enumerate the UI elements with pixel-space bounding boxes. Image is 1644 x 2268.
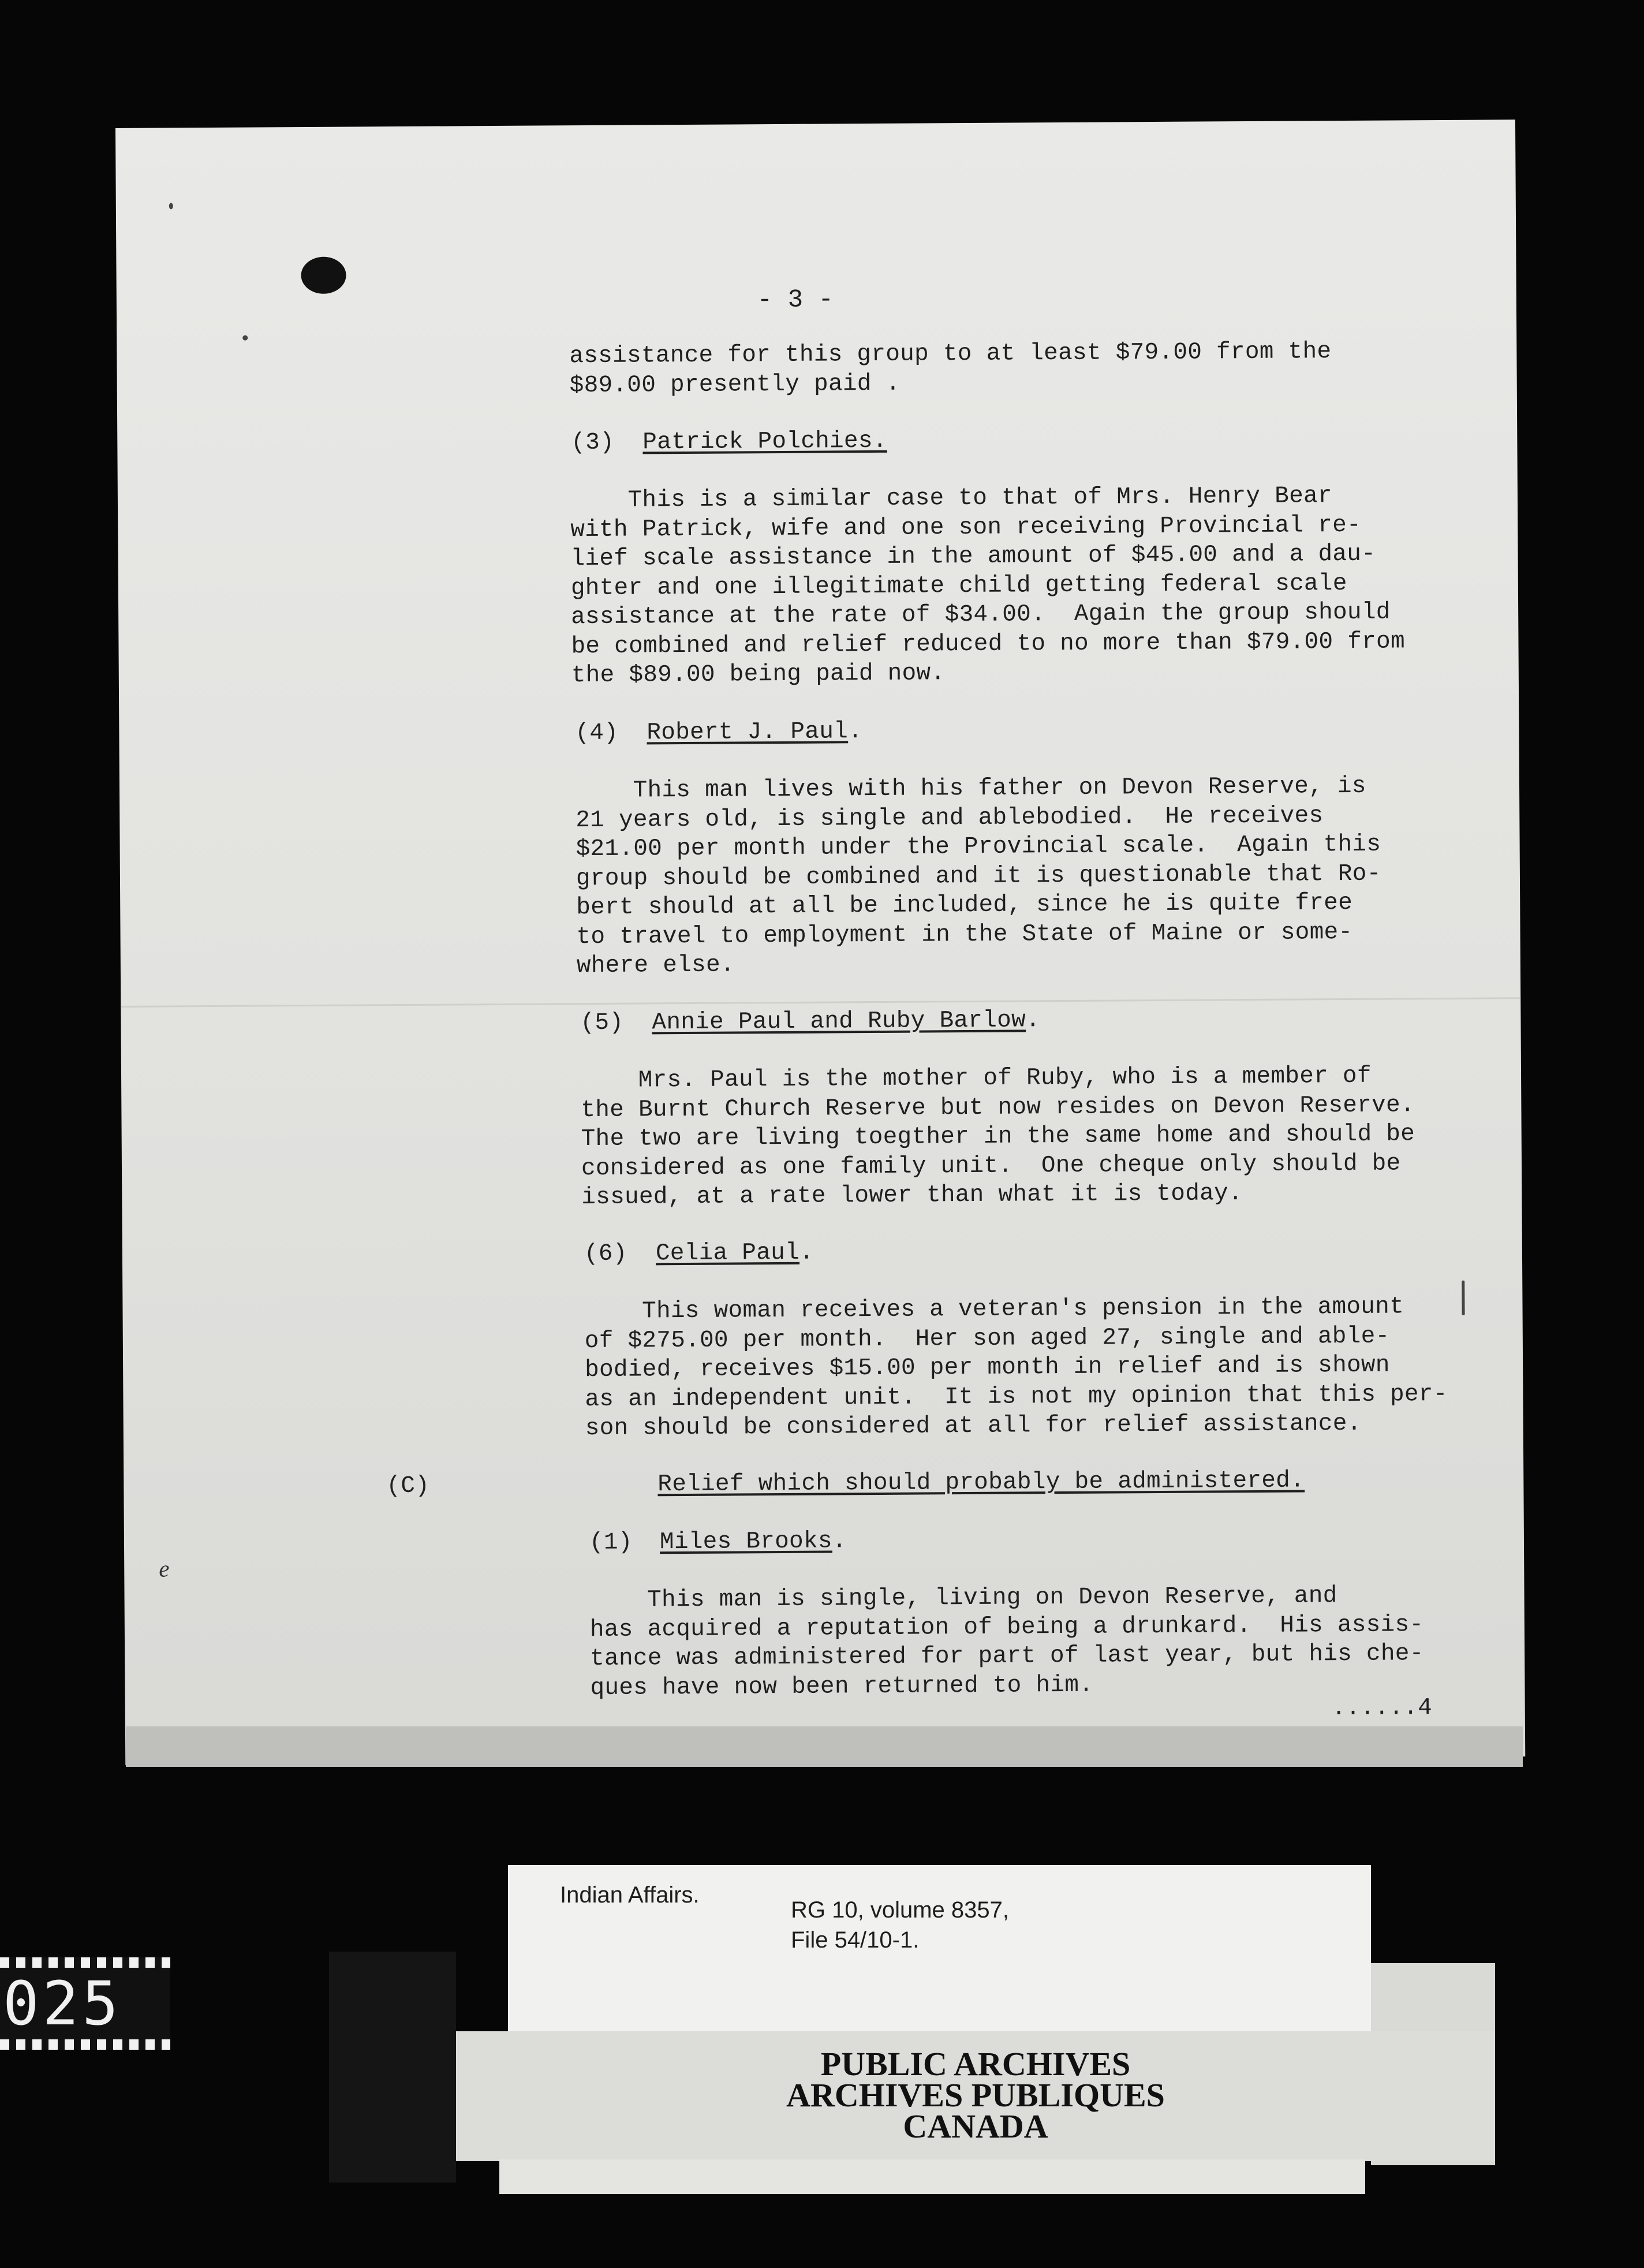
- item-number: (5): [580, 1009, 624, 1037]
- archive-source: Indian Affairs.: [560, 1882, 700, 1908]
- text-line: the Burnt Church Reserve but now resides on Devon Reserve.: [581, 1091, 1415, 1124]
- archive-reference: [791, 1895, 1009, 1955]
- text-line: This man lives with his father on Devon Reserve, is: [575, 773, 1366, 805]
- continuation-marker: ......4: [1331, 1695, 1433, 1722]
- text-line: This woman receives a veteran's pension in the amount: [584, 1293, 1404, 1326]
- text-line: lief scale assistance in the amount of $45.00 and a dau-: [570, 540, 1376, 573]
- text-line: has acquired a reputation of being a drunkard. His assis-: [589, 1611, 1424, 1643]
- text-line: assistance at the rate of $34.00. Again the group should: [571, 599, 1391, 631]
- paper-edge: [126, 1726, 1523, 1767]
- speck: [242, 335, 248, 341]
- fold-line: [121, 997, 1520, 1008]
- item-number: (4): [575, 719, 619, 747]
- text-line: son should be considered at all for relief assistance.: [585, 1410, 1362, 1442]
- item-heading-trail: .: [832, 1528, 847, 1555]
- item-heading: [652, 1006, 1040, 1038]
- margin-mark: e: [159, 1555, 170, 1582]
- text-line: bodied, receives $15.00 per month in relief and is shown: [585, 1352, 1390, 1384]
- document-page: [115, 120, 1525, 1765]
- item-body: [570, 480, 1553, 691]
- text-line: where else.: [576, 952, 735, 980]
- text-line: ques have now been returned to him.: [590, 1672, 1094, 1702]
- text-line: Mrs. Paul is the mother of Ruby, who is a member of: [580, 1062, 1372, 1095]
- item-number: (1): [589, 1529, 633, 1557]
- text-line: be combined and relief reduced to no more than $79.00 from: [571, 628, 1406, 660]
- archive-reference-label: [508, 1865, 1371, 2038]
- text-line: of $275.00 per month. Her son aged 27, single and able-: [584, 1323, 1390, 1355]
- archive-stamp-text: [456, 2045, 1495, 2145]
- item-body: [584, 1292, 1567, 1443]
- punch-hole: [301, 257, 346, 294]
- frame-number-text: 025: [3, 1968, 122, 2039]
- item-heading-trail: .: [1025, 1007, 1041, 1034]
- text-line: group should be combined and it is questionable that Ro-: [576, 860, 1381, 892]
- item-number: (3): [571, 429, 615, 457]
- text-line: with Patrick, wife and one son receiving Provincial re-: [570, 512, 1362, 543]
- text-line: assistance for this group to at least $79.00 from the: [569, 338, 1332, 370]
- text-line: 21 years old, is single and ablebodied. He receives: [576, 802, 1324, 834]
- text-line: This man is single, living on Devon Reserve, and: [589, 1583, 1337, 1614]
- text-line: The two are living toegther in the same home and should be: [581, 1121, 1415, 1153]
- film-perforation: [0, 1957, 170, 1968]
- text-line: to travel to employment in the State of Maine or some-: [576, 919, 1353, 950]
- reference-line: RG 10, volume 8357,: [791, 1897, 1009, 1923]
- reference-line: File 54/10-1.: [791, 1927, 920, 1953]
- film-frame-number: [0, 1957, 170, 2050]
- section-letter: (C): [386, 1472, 430, 1500]
- stamp-strip: [499, 2159, 1365, 2194]
- item-body: [581, 1061, 1563, 1213]
- text-line: as an independent unit. It is not my opinion that this per-: [585, 1381, 1448, 1413]
- item-heading-trail: .: [799, 1239, 814, 1266]
- text-line: This is a similar case to that of Mrs. Henry Bear: [570, 483, 1332, 514]
- text-line: $21.00 per month under the Provincial scale. Again this: [576, 831, 1381, 863]
- item-body: [576, 771, 1558, 981]
- item-number: (6): [584, 1240, 627, 1268]
- item-heading-name: Robert J. Paul: [647, 718, 849, 747]
- stamp-line: ARCHIVES PUBLIQUES: [786, 2076, 1165, 2114]
- intro-paragraph: [569, 336, 1551, 400]
- stamp-shadow: [329, 1952, 456, 2183]
- item-heading-name: Celia Paul: [655, 1239, 800, 1267]
- item-heading: [656, 1239, 814, 1269]
- item-heading: [660, 1527, 847, 1557]
- stamp-line: CANADA: [903, 2107, 1048, 2145]
- text-line: tance was administered for part of last year, but his che-: [590, 1640, 1424, 1673]
- text-line: issued, at a rate lower than what it is today.: [581, 1180, 1243, 1211]
- stamp-line: PUBLIC ARCHIVES: [820, 2045, 1131, 2083]
- speck: [169, 203, 173, 209]
- film-perforation: [0, 2039, 170, 2050]
- item-heading-name: Miles Brooks: [659, 1528, 832, 1556]
- item-heading: [647, 717, 862, 748]
- item-body: [589, 1580, 1571, 1703]
- text-line: $89.00 presently paid .: [569, 370, 901, 399]
- text-line: considered as one family unit. One cheque only should be: [581, 1150, 1401, 1182]
- text-line: bert should at all be included, since he is quite free: [576, 889, 1353, 922]
- section-heading: Relief which should probably be administered.: [657, 1467, 1305, 1498]
- text-line: ghter and one illegitimate child getting federal scale: [570, 570, 1347, 602]
- archive-stamp: [456, 2031, 1495, 2161]
- item-heading-trail: .: [847, 718, 863, 745]
- page-number: - 3 -: [757, 285, 834, 315]
- item-heading-name: Annie Paul and Ruby Barlow: [652, 1007, 1026, 1036]
- text-line: the $89.00 being paid now.: [571, 660, 946, 689]
- item-heading: Patrick Polchies.: [642, 427, 887, 456]
